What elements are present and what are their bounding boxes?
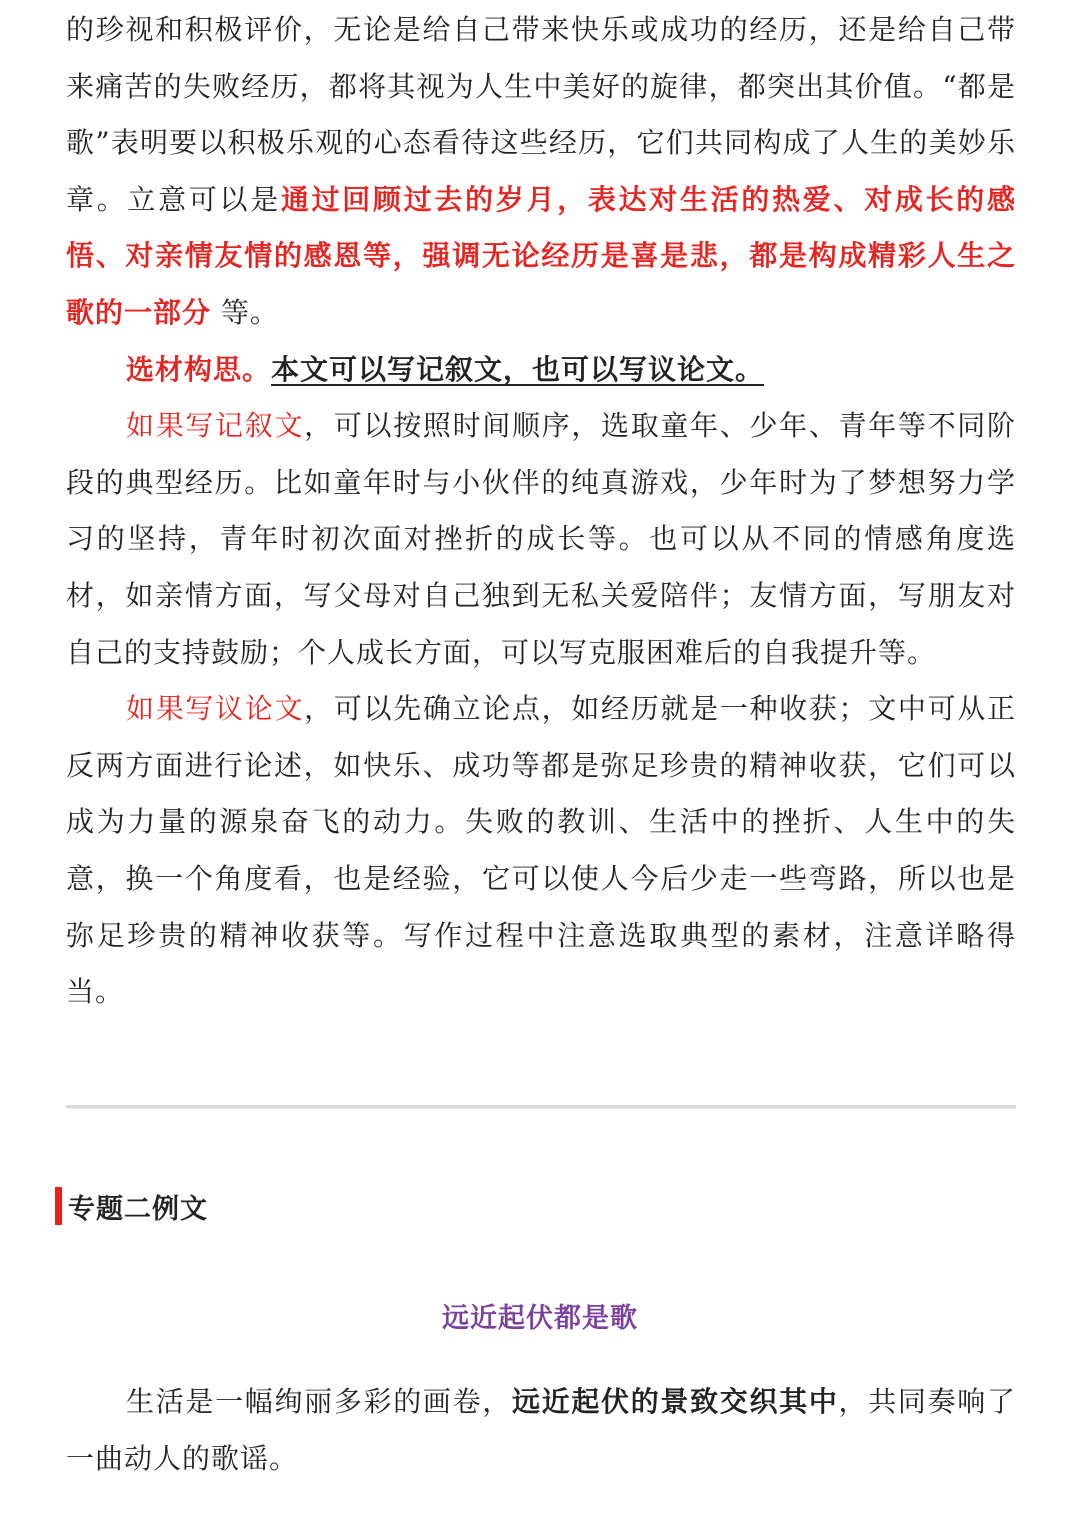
narrative-text: ，可以按照时间顺序，选取童年、少年、青年等不同阶段的典型经历。比如童年时与小伙伴的纯真游戏，少年时为了梦想努力学习的坚持，青年时初次面对挫折的成长等。也可以从不同的情感角度选材，如亲情方面，写父母对自己独到无私关爱陪伴；友情方面，写朋友对自己的支持鼓励；个人成长方面，可以写克服困难后的自我提升等。 <box>66 409 1016 669</box>
argument-text: ，可以先确立论点，如经历就是一种收获；文中可从正反两方面进行论述，如快乐、成功等都是弥足珍贵的精神收获，它们可以成为力量的源泉奋飞的动力。失败的教训、生活中的挫折、人生中的失意，换一个角度看，也是经验，它可以使人今后少走一些弯路，所以也是弥足珍贵的精神收获等。写作过程中注意选取典型的素材，注意详略得当。 <box>66 692 1016 1009</box>
narrative-paragraph <box>66 398 1016 681</box>
plan-underlined: 本文可以写记叙文，也可以写议论文。 <box>271 352 765 386</box>
argument-lead: 如果写议论文 <box>126 692 305 726</box>
intent-text: 的珍视和积极评价，无论是给自己带来快乐或成功的经历，还是给自己带来痛苦的失败经历，都将其视为人生中美好的旋律，都突出其价值。“都是歌”表明要以积极乐观的心态看待这些经历，它们共同构成了人生的美妙乐章。立意可以是 <box>66 13 1016 216</box>
narrative-lead: 如果写记叙文 <box>126 409 305 443</box>
essay-text-end: ，共同奏响了一曲动人的歌谣。 <box>66 1385 1016 1475</box>
intent-paragraph <box>66 2 1016 342</box>
intent-highlight: 通过回顾过去的岁月，表达对生活的热爱、对成长的感悟、对亲情友情的感恩等，强调无论经历是喜是悲，都是构成精彩人生之歌的一部分 <box>66 182 1016 329</box>
argument-paragraph <box>66 681 1016 1021</box>
section-divider <box>66 1105 1016 1109</box>
essay-title: 远近起伏都是歌 <box>442 1303 638 1334</box>
heading-accent-bar <box>55 1187 62 1225</box>
essay-text-bold: 远近起伏的景致交织其中 <box>511 1385 839 1418</box>
section-heading-text: 专题二例文 <box>68 1193 208 1225</box>
plan-label: 选材构思。 <box>126 352 272 386</box>
section-heading <box>55 1186 208 1226</box>
essay-text-start: 生活是一幅绚丽多彩的画卷， <box>126 1385 512 1418</box>
essay-paragraph <box>66 1374 1016 1487</box>
intent-end: 等。 <box>220 295 279 329</box>
essay-body <box>66 1374 1016 1487</box>
analysis-section <box>66 0 1016 1021</box>
plan-paragraph <box>66 342 1016 399</box>
